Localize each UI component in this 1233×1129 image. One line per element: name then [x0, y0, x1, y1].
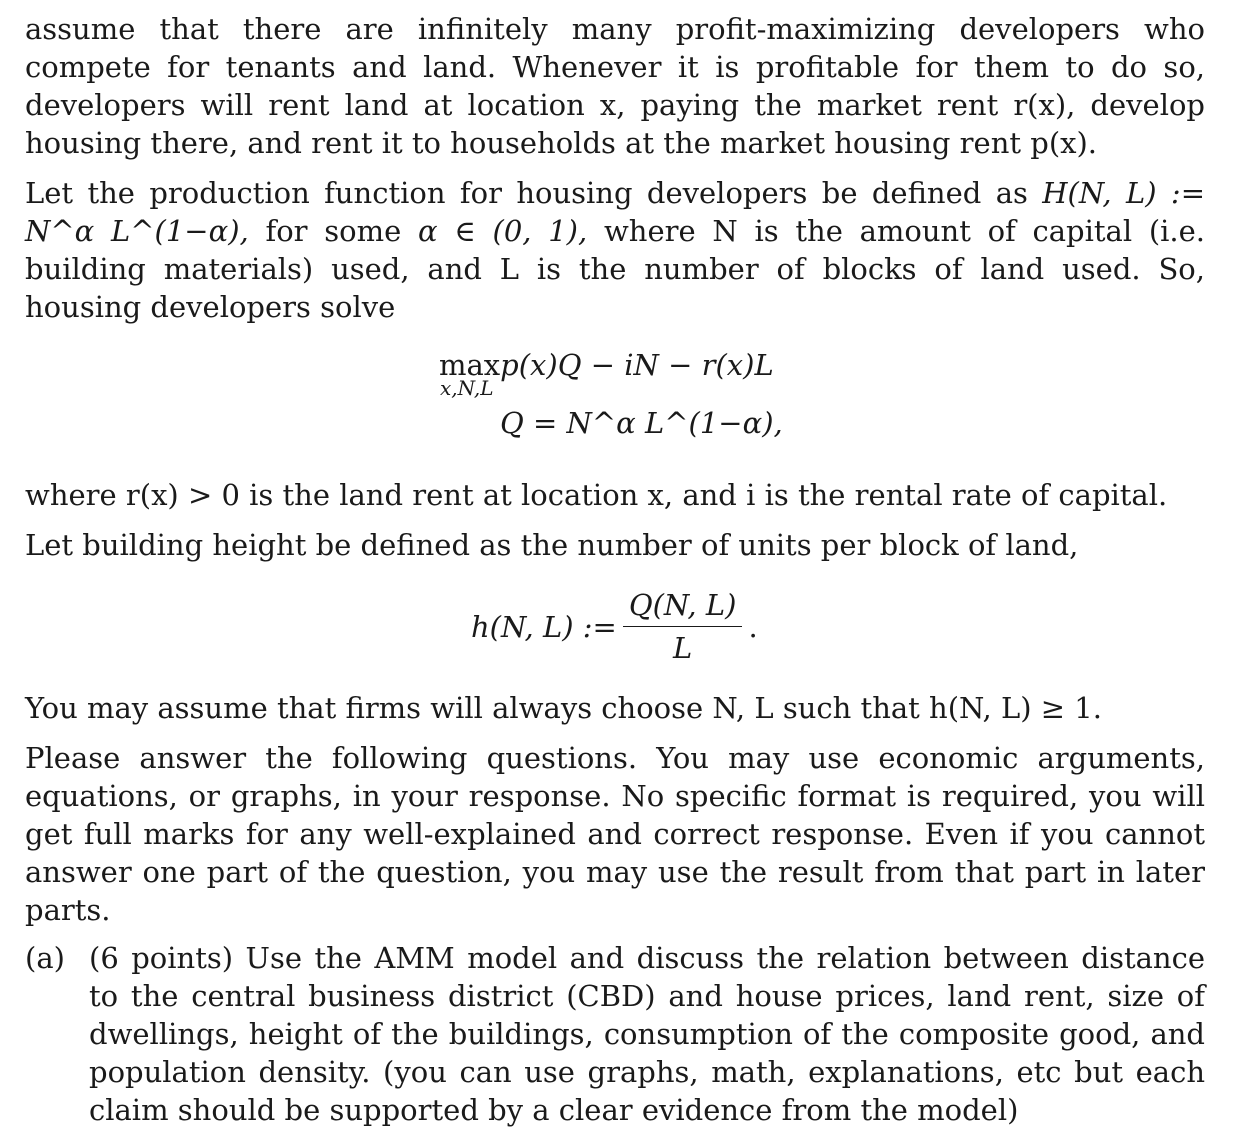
constraint-equation: Q = N^α L^(1−α), [500, 406, 783, 440]
paragraph-developers: assume that there are infinitely many profit-maximizing developers who compete for tenants and land. Whenever it is profitable for them to do so, developers will rent land at location x, paying the market rent r(x), develop housing there, and rent it to households at the market housing rent p(x). [25, 12, 1205, 160]
developer-problem-equations [25, 326, 1205, 476]
paragraph-building-height: Let building height be defined as the number of units per block of land, [25, 528, 1079, 562]
fraction-numerator: Q(N, L) [623, 586, 743, 627]
height-fraction [623, 586, 743, 667]
question-text: (6 points) Use the AMM model and discuss the relation between distance to the central business district (CBD) and house prices, land rent, size of dwellings, height of the buildings, consumption of the composite good, and population density. (you can use graphs, math, explanations, etc but each claim should be supported by a clear evidence from the model) [89, 941, 1205, 1127]
question-label: (a) [25, 941, 65, 975]
paragraph-instructions: Please answer the following questions. You may use economic arguments, equations, or graphs, in your response. No specific format is required, you will get full marks for any well-explained and correct response. Even if you cannot answer one part of the question, you may use the result from that part in later parts. [25, 741, 1205, 927]
question-list [25, 939, 1205, 1129]
paragraph-production-function [25, 174, 1205, 326]
document-page [25, 10, 1205, 1129]
alpha-range: α ∈ (0, 1), [418, 214, 588, 248]
max-subscript: x,N,L [440, 376, 494, 400]
max-operator: max [439, 348, 501, 382]
production-intro-text: Let the production function for housing developers be defined as [25, 176, 1028, 210]
question-item-a [25, 939, 1205, 1129]
height-definition-equation [25, 564, 1205, 689]
paragraph-height-assumption: You may assume that firms will always choose N, L such that h(N, L) ≥ 1. [25, 691, 1102, 725]
production-function-formula: H(N, L) := N^α L^(1−α), [25, 176, 1205, 248]
height-lhs: h(N, L) := [471, 609, 617, 644]
objective-expression: p(x)Q − iN − r(x)L [500, 348, 774, 382]
fraction-denominator: L [672, 631, 693, 665]
objective-equation [439, 348, 774, 400]
production-mid-text: for some [265, 214, 402, 248]
height-period: . [748, 609, 758, 644]
production-variables-text: where N is the amount of capital (i.e. building materials) used, and L is the number of blocks of land used. So, housing developers solve [25, 214, 1206, 324]
paragraph-land-rent: where r(x) > 0 is the land rent at location x, and i is the rental rate of capital. [25, 478, 1168, 512]
